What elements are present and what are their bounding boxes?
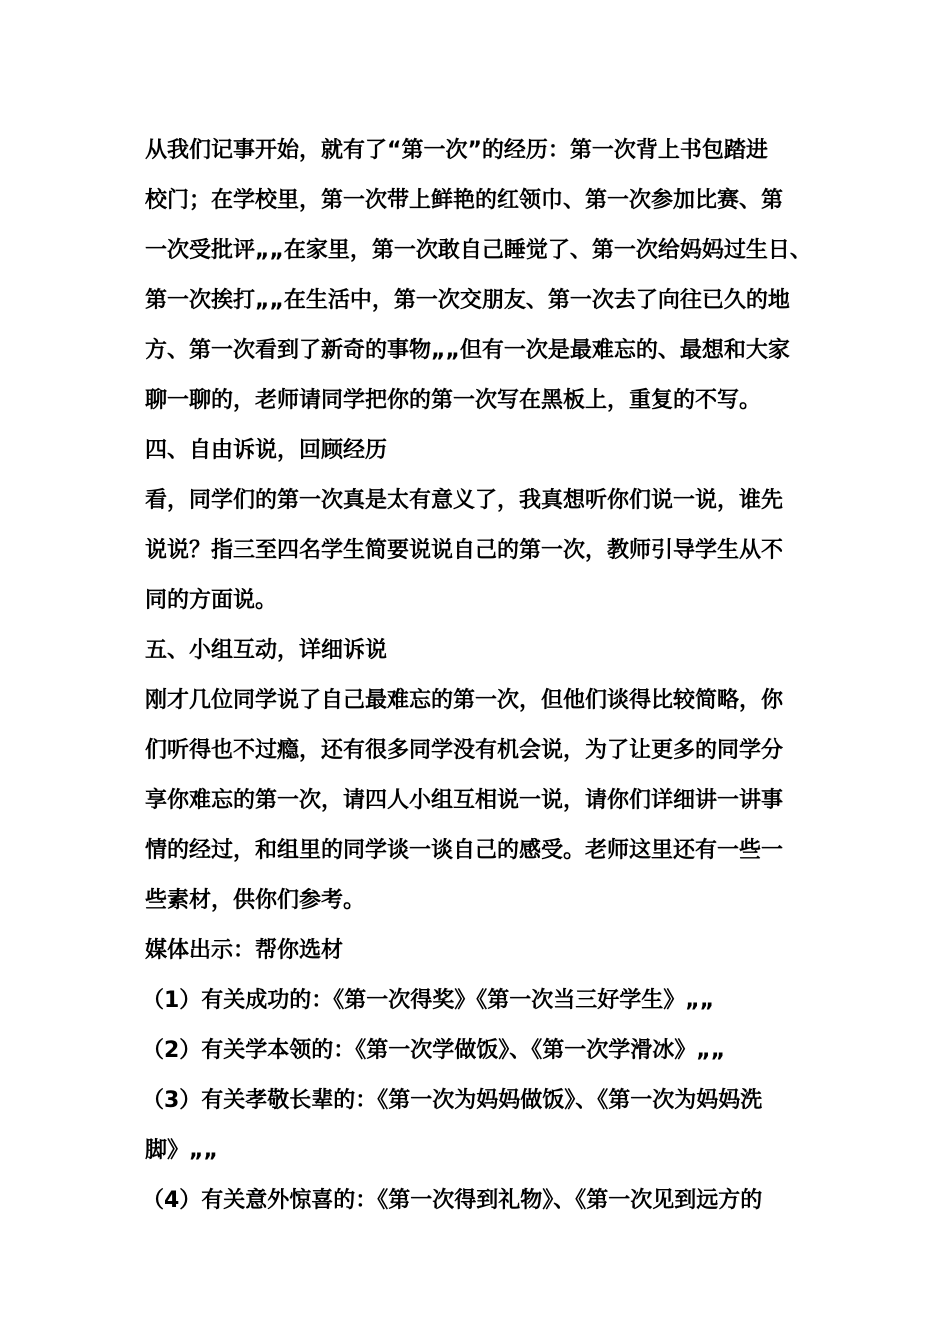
list-item-3: （3）有关孝敬长辈的：《第一次为妈妈做饭》、《第一次为妈妈洗 (142, 1088, 763, 1113)
text-line-6: 聊一聊的，老师请同学把你的第一次写在黑板上，重复的不写。 (145, 388, 762, 413)
text-line-13: 们听得也不过瘾，还有很多同学没有机会说，为了让更多的同学分 (145, 738, 784, 763)
text-line-3: 一次受批评„„在家里，第一次敢自己睡觉了、第一次给妈妈过生日、 (145, 238, 812, 263)
text-line-4: 第一次挨打„„在生活中，第一次交朋友、第一次去了向往已久的地 (145, 288, 790, 313)
list-item-4: （4）有关意外惊喜的：《第一次得到礼物》、《第一次见到远方的 (142, 1188, 763, 1213)
text-line-9: 说说？指三至四名学生简要说说自己的第一次，教师引导学生从不 (145, 538, 784, 563)
text-line-12: 刚才几位同学说了自己最难忘的第一次，但他们谈得比较简略，你 (145, 688, 784, 713)
list-item-1: （1）有关成功的：《第一次得奖》《第一次当三好学生》„„ (142, 988, 715, 1013)
section-heading-4: 四、自由诉说，回顾经历 (145, 438, 388, 463)
text-line-1: 从我们记事开始，就有了“第一次”的经历：第一次背上书包踏进 (145, 138, 768, 163)
text-line-10: 同的方面说。 (145, 588, 278, 613)
media-heading: 媒体出示：帮你选材 (145, 938, 344, 963)
text-line-5: 方、第一次看到了新奇的事物„„但有一次是最难忘的、最想和大家 (145, 338, 790, 363)
text-line-16: 些素材，供你们参考。 (145, 888, 366, 913)
section-heading-5: 五、小组互动，详细诉说 (145, 638, 388, 663)
list-item-3-continued: 脚》„„ (145, 1138, 218, 1163)
text-line-15: 情的经过，和组里的同学谈一谈自己的感受。老师这里还有一些一 (145, 838, 784, 863)
text-line-2: 校门；在学校里，第一次带上鲜艳的红领巾、第一次参加比赛、第 (145, 188, 784, 213)
list-item-2: （2）有关学本领的：《第一次学做饭》、《第一次学滑冰》„„ (142, 1038, 726, 1063)
text-line-8: 看，同学们的第一次真是太有意义了，我真想听你们说一说，谁先 (145, 488, 784, 513)
text-line-14: 享你难忘的第一次，请四人小组互相说一说，请你们详细讲一讲事 (145, 788, 784, 813)
document-body (142, 126, 820, 1226)
